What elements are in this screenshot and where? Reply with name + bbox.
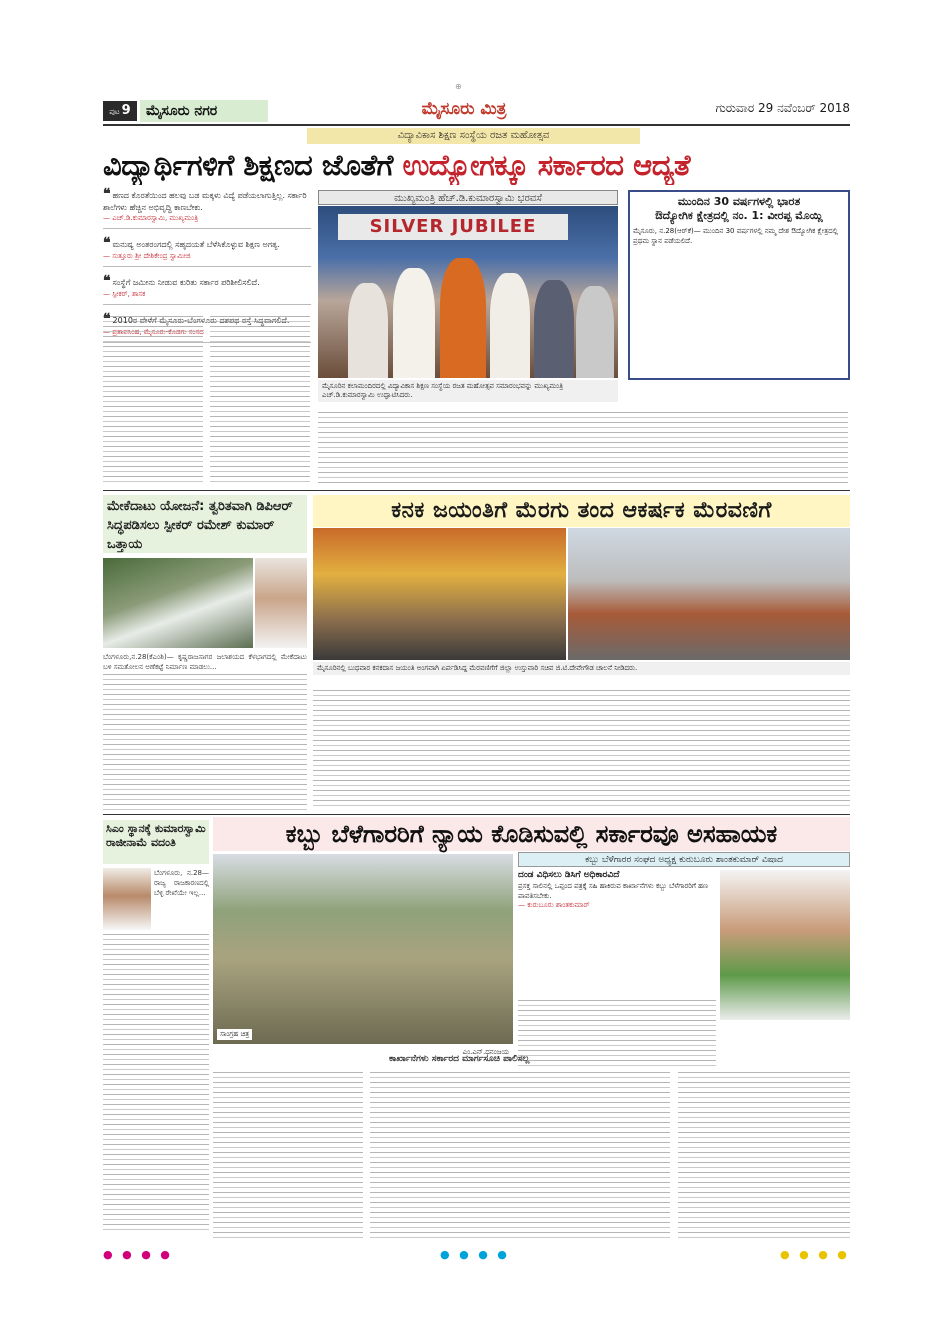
top-story-body-left — [103, 316, 203, 486]
grower-quote-sign: — ಕುರುಬೂರು ಶಾಂತಕುಮಾರ್ — [518, 901, 590, 909]
grower-quote-head: ದಂಡ ವಿಧಿಸಲು ಡಿಸಿಗೆ ಅಧಿಕಾರವಿದೆ — [518, 870, 620, 880]
top-story-kicker: ವಿದ್ಯಾವಿಕಾಸ ಶಿಕ್ಷಣ ಸಂಸ್ಥೆಯ ರಜತ ಮಹೋತ್ಸವ — [307, 128, 640, 144]
person-figure — [534, 280, 574, 378]
mekedatu-body-lines — [103, 674, 307, 810]
headline-part-red: ಉದ್ಯೋಗಕ್ಕೂ ಸರ್ಕಾರದ ಆದ್ಯತೆ — [402, 148, 690, 182]
interview-subhead: ಕಬ್ಬು ಬೆಳೆಗಾರರ ಸಂಘದ ಅಧ್ಯಕ್ಷ ಕುರುಬೂರು ಶಾಂತಕುಮಾರ್ ವಿಷಾದ — [518, 852, 850, 867]
sidebar-body: ಮೈಸೂರು, ನ.28(ಆರ್‌ಕೆ)— ಮುಂದಿನ 30 ವರ್ಷಗಳಲ್ಲಿ ನಮ್ಮ ದೇಶ ಔದ್ಯೋಗಿಕ ಕ್ಷೇತ್ರದಲ್ಲಿ ಪ್ರಥಮ ಸ್ಥಾನ ಪಡೆಯಲಿದೆ. — [633, 227, 838, 245]
sugarcane-pullquote: ಕಾರ್ಖಾನೆಗಳು ಸರ್ಕಾರದ ಮಾರ್ಗಸೂಚಿ ಪಾಲಿಸಲ್ಲ — [389, 1054, 530, 1064]
quote-attribution: — ಸ್ಪೀಕರ್, ಶಾಸಕ — [103, 290, 146, 298]
headline-part-black: ವಿದ್ಯಾರ್ಥಿಗಳಿಗೆ ಶಿಕ್ಷಣದ ಜೊತೆಗೆ — [103, 148, 403, 182]
header-rule — [103, 124, 850, 126]
quote-mark-icon: ❝ — [103, 235, 111, 251]
color-registration-bar: ● ● ● ● — [780, 1248, 850, 1261]
sugarcane-photo — [213, 854, 513, 1044]
person-figure — [440, 258, 486, 378]
event-photo — [318, 206, 618, 378]
issue-date: ಗುರುವಾರ 29 ನವೆಂಬರ್ 2018 — [715, 101, 850, 115]
top-story-body-bottom — [318, 412, 848, 487]
page-number: ಪುಟ 9 — [103, 101, 137, 121]
sugarcane-headline: ಕಬ್ಬು ಬೆಳೆಗಾರರಿಗೆ ನ್ಯಾಯ ಕೊಡಿಸುವಲ್ಲಿ ಸರ್ಕಾರವೂ ಅಸಹಾಯಕ — [213, 817, 850, 851]
sidebar-headline-line2: ಔದ್ಯೋಗಿಕ ಕ್ಷೇತ್ರದಲ್ಲಿ ನಂ. 1: ವೀರಪ್ಪ ಮೊಯ್ಲಿ — [655, 209, 823, 222]
grower-quote-text: ಪ್ರಸಕ್ತ ಸಾಲಿನಲ್ಲಿ ಒಪ್ಪಂದ ಪತ್ರಕ್ಕೆ ಸಹಿ ಹಾಕಿರುವ ಕಾರ್ಖಾನೆಗಳು ಕಬ್ಬು ಬೆಳೆಗಾರರಿಗೆ ಹಣ ಪಾವತಿಸಬೇಕು. — [518, 882, 708, 900]
quote-attribution: — ಸುತ್ತೂರು ಶ್ರೀ ದೇಶಿಕೇಂದ್ರ ಸ್ವಾಮೀಜಿ — [103, 252, 191, 260]
sugarcane-body-lines-mid — [370, 1072, 670, 1242]
top-story-body-mid — [210, 316, 310, 486]
sugarcane-body-lines-right — [678, 1072, 850, 1242]
mekedatu-headline: ಮೇಕೆದಾಟು ಯೋಜನೆ: ತ್ವರಿತವಾಗಿ ಡಿಪಿಆರ್ ಸಿದ್ಧಪಡಿಸಲು ಸ್ಪೀಕರ್ ರಮೇಶ್ ಕುಮಾರ್ ಒತ್ತಾಯ — [103, 495, 307, 553]
cm-body: ಬೆಂಗಳೂರು, ನ.28— ರಾಜ್ಯ ರಾಜಕಾರಣದಲ್ಲಿ ಬೆಳ್ಳಿ ರೇಖೆಯೇ ಇಲ್ಲ... — [154, 869, 209, 897]
color-registration-bar: ● ● ● ● — [103, 1248, 173, 1261]
speaker-portrait — [255, 558, 307, 648]
river-photo — [103, 558, 253, 648]
kanaka-photo-caption: ಮೈಸೂರಿನಲ್ಲಿ ಬುಧವಾರ ಕನಕದಾಸ ಜಯಂತಿ ಅಂಗವಾಗಿ ಏರ್ಪಡಿಸಿದ್ದ ಮೆರವಣಿಗೆಗೆ ಜಿಲ್ಲಾ ಉಸ್ತುವಾರಿ ಸಚಿವ ಜಿ.ಟಿ.ದೇವೇಗೌಡ ಚಾಲನೆ ನೀಡಿದರು. — [313, 662, 850, 675]
procession-photo-right — [568, 528, 850, 660]
color-registration-bar: ● ● ● ● — [440, 1248, 510, 1261]
quote-attribution: — ಪ್ರತಾಪಸಿಂಹ, ಮೈಸೂರು-ಕೊಡಗು ಸಂಸದ — [103, 328, 204, 336]
top-story-subhead: ಮುಖ್ಯಮಂತ್ರಿ ಹೆಚ್.ಡಿ.ಕುಮಾರಸ್ವಾಮಿ ಭರವಸೆ — [318, 190, 618, 205]
quote-item: ❝ ಸಂಸ್ಥೆಗೆ ಜಮೀನು ನೀಡುವ ಕುರಿತು ಸರ್ಕಾರ ಪರಿಶೀಲಿಸಲಿದೆ. — ಸ್ಪೀಕರ್, ಶಾಸಕ — [103, 273, 311, 305]
sidebar-headline-line1: ಮುಂದಿನ 30 ವರ್ಷಗಳಲ್ಲಿ ಭಾರತ — [677, 195, 801, 208]
quote-item: ❝ ಹಣದ ಕೊರತೆಯಿಂದ ಹಲವು ಬಡ ಮಕ್ಕಳು ವಿದ್ಯೆ ಪಡೆಯಲಾಗುತ್ತಿಲ್ಲ. ಸರ್ಕಾರಿ ಶಾಲೆಗಳು ಹೆಚ್ಚಿನ ಅಭಿವೃದ್ಧಿ ಕಾಣಬೇಕು. — ಎಚ್.ಡಿ.ಕುಮಾರಸ್ವಾಮಿ, ಮುಖ್ಯಮಂತ್ರಿ — [103, 186, 311, 229]
section-rule — [103, 490, 850, 491]
procession-photo-left — [313, 528, 566, 660]
quote-mark-icon: ❝ — [103, 311, 111, 327]
cm-body-lines — [103, 934, 209, 1234]
section-title: ಮೈಸೂರು ನಗರ — [140, 100, 268, 122]
person-figure — [348, 283, 388, 378]
sugarcane-body-lines-left — [213, 1072, 363, 1242]
top-story-headline — [103, 145, 850, 185]
sugarcane-photo-credit2: ಎಂ.ಎನ್.ಧನಂಜಯ — [462, 1048, 509, 1056]
cm-rumour-headline: ಸಿಎಂ ಸ್ಥಾನಕ್ಕೆ ಕುಮಾರಸ್ವಾಮಿ ರಾಜೀನಾಮೆ ವದಂತಿ — [103, 820, 209, 864]
quote-attribution: — ಎಚ್.ಡಿ.ಕುಮಾರಸ್ವಾಮಿ, ಮುಖ್ಯಮಂತ್ರಿ — [103, 214, 199, 222]
photo-credit: ಸಾಂಗ್ರಹ ಚಿತ್ರ — [217, 1029, 252, 1040]
grower-portrait — [720, 870, 850, 1020]
section-rule — [103, 814, 850, 815]
mekedatu-body: ಬೆಂಗಳೂರು,ನ.28(ಕೆಎಂಶಿ)— ಕೃಷ್ಣರಾಜಸಾಗರ ಜಲಾಶಯದ ಕೆಳಭಾಗದಲ್ಲಿ ಮೇಕೆದಾಟು ಬಳಿ ಸಮತೋಲನ ಅಣೆಕಟ್ಟೆ ನಿರ್ಮಾಣ ಮಾಡಲು... — [103, 653, 307, 671]
masthead-logo: ಮೈಸೂರು ಮಿತ್ರ — [421, 99, 507, 119]
person-figure — [576, 286, 614, 378]
event-photo-caption: ಮೈಸೂರಿನ ಕಲಾಮಂದಿರದಲ್ಲಿ ವಿದ್ಯಾವಿಕಾಸ ಶಿಕ್ಷಣ ಸಂಸ್ಥೆಯ ರಜತ ಮಹೋತ್ಸವ ಸಮಾರಂಭವನ್ನು ಮುಖ್ಯಮಂತ್ರಿ ಎಚ್.ಡಿ.ಕುಮಾರಸ್ವಾಮಿ ಉದ್ಘಾಟಿಸಿದರು. — [318, 380, 618, 402]
sidebar-story-box — [628, 190, 850, 380]
quote-item: ❝ 2010ರ ವೇಳೆಗೆ ಮೈಸೂರು-ಬೆಂಗಳೂರು ದಶಪಥ ರಸ್ತೆ ಸಿದ್ಧವಾಗಲಿದೆ. — ಪ್ರತಾಪಸಿಂಹ, ಮೈಸೂರು-ಕೊಡಗು ಸಂಸದ — [103, 311, 311, 343]
quote-mark-icon: ❝ — [103, 186, 111, 202]
quote-item: ❝ ಮನುಷ್ಯ ಅಂತರಂಗದಲ್ಲಿ ಸಹೃದಯತೆ ಬೆಳೆಸಿಕೊಳ್ಳುವ ಶಿಕ್ಷಣ ಅಗತ್ಯ. — ಸುತ್ತೂರು ಶ್ರೀ ದೇಶಿಕೇಂದ್ರ ಸ್ವಾಮೀಜಿ — [103, 235, 311, 267]
sugarcane-quote-lines — [518, 1000, 716, 1068]
silver-jubilee-banner: SILVER JUBILEE — [338, 214, 568, 240]
cm-portrait — [103, 868, 151, 930]
person-figure — [490, 273, 530, 378]
person-figure — [393, 268, 435, 378]
kanaka-body-lines — [313, 690, 850, 810]
registration-mark: ⊕ — [455, 82, 462, 91]
kanaka-headline: ಕನಕ ಜಯಂತಿಗೆ ಮೆರಗು ತಂದ ಆಕರ್ಷಕ ಮೆರವಣಿಗೆ — [313, 495, 850, 527]
quote-mark-icon: ❝ — [103, 273, 111, 289]
